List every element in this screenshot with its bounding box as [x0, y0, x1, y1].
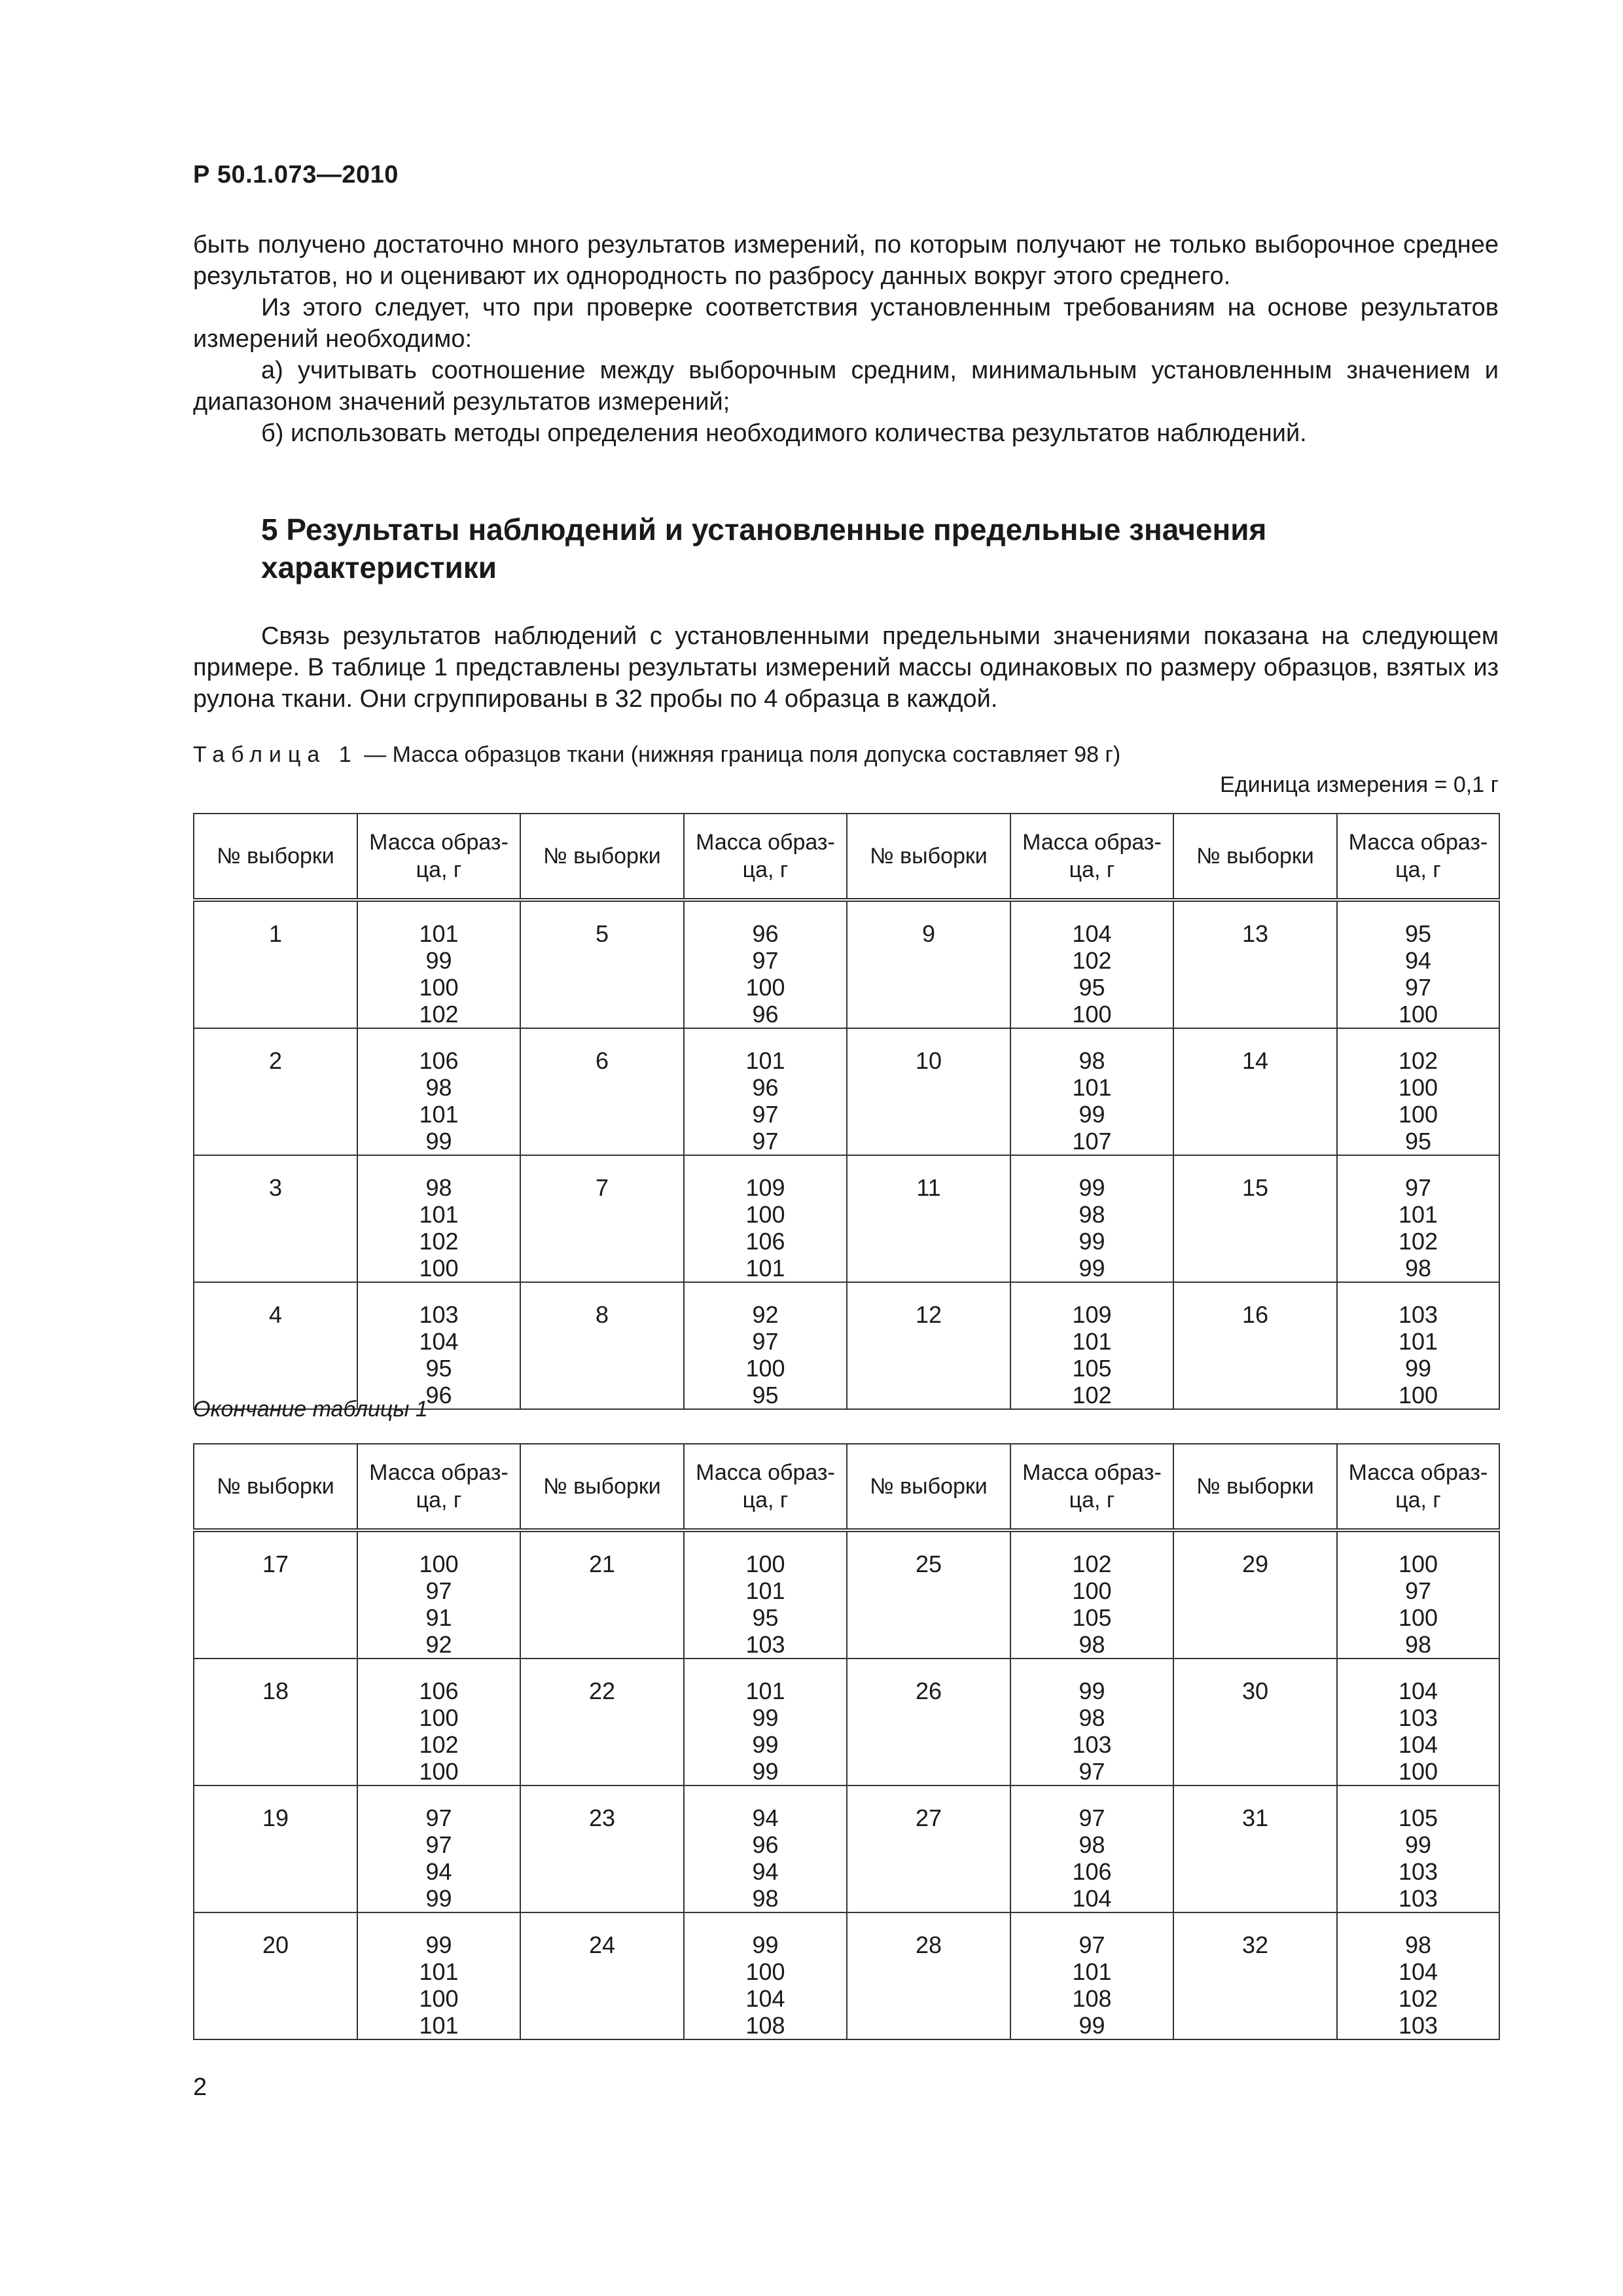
sample-number-cell: 13 — [1173, 900, 1337, 1028]
mass-value: 108 — [1072, 1985, 1112, 2012]
mass-value: 96 — [425, 1382, 452, 1408]
sample-mass-cell — [1010, 1282, 1173, 1409]
sample-number-cell: 25 — [847, 1530, 1010, 1659]
table-row — [194, 1155, 1499, 1282]
sample-number-cell: 2 — [194, 1028, 357, 1155]
table-row — [194, 1028, 1499, 1155]
mass-value: 97 — [1079, 1758, 1105, 1785]
mass-value: 105 — [1072, 1355, 1112, 1382]
sample-number-cell: 12 — [847, 1282, 1010, 1409]
mass-value: 94 — [752, 1858, 779, 1885]
sample-mass-cell — [1010, 1659, 1173, 1785]
mass-value: 95 — [425, 1355, 452, 1382]
mass-value: 102 — [1072, 947, 1112, 974]
mass-value: 102 — [1398, 1985, 1438, 2012]
sample-number-cell: 22 — [520, 1659, 684, 1785]
mass-value: 103 — [1398, 2012, 1438, 2039]
mass-value: 97 — [1079, 1804, 1105, 1831]
mass-value: 99 — [1079, 2012, 1105, 2039]
mass-value: 99 — [425, 1885, 452, 1912]
sample-mass-cell — [357, 1530, 520, 1659]
sample-number-cell: 28 — [847, 1912, 1010, 2039]
mass-value: 103 — [419, 1301, 459, 1328]
mass-value: 100 — [419, 1985, 459, 2012]
sample-number-cell: 14 — [1173, 1028, 1337, 1155]
sample-mass-cell — [684, 1530, 847, 1659]
column-header-sample-number: № выборки — [847, 1444, 1010, 1530]
mass-value: 98 — [1079, 1047, 1105, 1074]
section-5-paragraph: Связь результатов наблюдений с установленными предельными значениями показана на следующем примере. В таблице 1 представлены результаты измерений массы одинаковых по размеру образцов, взятых из рулона ткани. Они сгруппированы в 32 пробы по 4 образца в каждой. — [193, 622, 1499, 713]
mass-value: 101 — [419, 1201, 459, 1228]
mass-value: 97 — [425, 1831, 452, 1858]
page-number: 2 — [193, 2073, 207, 2101]
section-5-text — [193, 620, 1499, 715]
mass-value: 100 — [1072, 1577, 1112, 1604]
column-header-sample-number: № выборки — [194, 814, 357, 900]
mass-value: 100 — [745, 1958, 785, 1985]
mass-value: 102 — [1072, 1382, 1112, 1408]
mass-value: 99 — [1079, 1228, 1105, 1255]
sample-mass-cell — [1337, 900, 1499, 1028]
sample-number-cell: 6 — [520, 1028, 684, 1155]
sample-number-cell: 31 — [1173, 1785, 1337, 1912]
mass-value: 100 — [1398, 1551, 1438, 1577]
mass-value: 97 — [1079, 1931, 1105, 1958]
mass-value: 99 — [425, 1931, 452, 1958]
sample-mass-cell — [684, 1282, 847, 1409]
mass-value: 102 — [1398, 1047, 1438, 1074]
mass-value: 99 — [425, 947, 452, 974]
sample-mass-cell — [1010, 1028, 1173, 1155]
mass-value: 104 — [745, 1985, 785, 2012]
sample-mass-cell — [357, 1785, 520, 1912]
column-header-sample-mass: Масса образ-ца, г — [357, 1444, 520, 1530]
sample-mass-cell — [1010, 1530, 1173, 1659]
sample-mass-cell — [684, 1785, 847, 1912]
mass-value: 100 — [419, 1551, 459, 1577]
page-header-doc-code: Р 50.1.073—2010 — [193, 161, 399, 188]
sample-number-cell: 32 — [1173, 1912, 1337, 2039]
mass-value: 99 — [1404, 1355, 1432, 1382]
mass-value: 100 — [419, 1255, 459, 1282]
mass-value: 108 — [745, 2012, 785, 2039]
table-1-continuation — [193, 1443, 1500, 2040]
mass-value: 94 — [425, 1858, 452, 1885]
mass-value: 109 — [1072, 1301, 1112, 1328]
mass-value: 107 — [1072, 1128, 1112, 1155]
sample-mass-cell — [684, 1028, 847, 1155]
section-5-heading: 5 Результаты наблюдений и установленные предельные значения характеристики — [261, 512, 1267, 584]
mass-value: 97 — [1404, 974, 1432, 1001]
mass-value: 98 — [425, 1074, 452, 1101]
table-1-continuation-body — [194, 1530, 1499, 2039]
mass-value: 96 — [752, 920, 779, 947]
mass-value: 104 — [1072, 1885, 1112, 1912]
mass-value: 100 — [1398, 1382, 1438, 1408]
mass-value: 106 — [1072, 1858, 1112, 1885]
sample-number-cell: 9 — [847, 900, 1010, 1028]
mass-value: 94 — [752, 1804, 779, 1831]
mass-value: 97 — [425, 1577, 452, 1604]
sample-number-cell: 21 — [520, 1530, 684, 1659]
sample-number-cell: 17 — [194, 1530, 357, 1659]
mass-value: 100 — [1398, 1101, 1438, 1128]
mass-value: 95 — [1404, 1128, 1432, 1155]
column-header-sample-mass: Масса образ-ца, г — [357, 814, 520, 900]
sample-number-cell: 15 — [1173, 1155, 1337, 1282]
mass-value: 99 — [752, 1704, 779, 1731]
table-header-row — [194, 1444, 1499, 1530]
mass-value: 102 — [419, 1731, 459, 1758]
sample-number-cell: 29 — [1173, 1530, 1337, 1659]
mass-value: 101 — [1398, 1328, 1438, 1355]
mass-value: 100 — [745, 1551, 785, 1577]
mass-value: 95 — [1079, 974, 1105, 1001]
table-header-row — [194, 814, 1499, 900]
mass-value: 99 — [1079, 1677, 1105, 1704]
mass-value: 97 — [752, 1128, 779, 1155]
mass-value: 102 — [419, 1001, 459, 1028]
mass-value: 101 — [745, 1255, 785, 1282]
sample-mass-cell — [1337, 1785, 1499, 1912]
table-caption-text: — Масса образцов ткани (нижняя граница поля допуска составляет 98 г) — [357, 742, 1121, 767]
sample-number-cell: 19 — [194, 1785, 357, 1912]
mass-value: 98 — [1404, 1255, 1432, 1282]
mass-value: 98 — [752, 1885, 779, 1912]
mass-value: 102 — [1398, 1228, 1438, 1255]
mass-value: 101 — [1072, 1328, 1112, 1355]
mass-value: 99 — [425, 1128, 452, 1155]
mass-value: 97 — [425, 1804, 452, 1831]
mass-value: 94 — [1404, 947, 1432, 974]
sample-number-cell: 27 — [847, 1785, 1010, 1912]
mass-value: 96 — [752, 1001, 779, 1028]
mass-value: 98 — [1404, 1631, 1432, 1658]
table-row — [194, 1785, 1499, 1912]
sample-mass-cell — [1010, 1912, 1173, 2039]
table-row — [194, 900, 1499, 1028]
sample-number-cell: 4 — [194, 1282, 357, 1409]
mass-value: 98 — [1079, 1704, 1105, 1731]
mass-value: 100 — [1398, 1074, 1438, 1101]
table-row — [194, 1912, 1499, 2039]
sample-number-cell: 30 — [1173, 1659, 1337, 1785]
table-row — [194, 1282, 1499, 1409]
mass-value: 99 — [752, 1731, 779, 1758]
mass-value: 92 — [425, 1631, 452, 1658]
mass-value: 98 — [1079, 1631, 1105, 1658]
mass-value: 106 — [419, 1047, 459, 1074]
mass-value: 100 — [1398, 1604, 1438, 1631]
mass-value: 104 — [1072, 920, 1112, 947]
sample-number-cell: 24 — [520, 1912, 684, 2039]
mass-value: 97 — [752, 1101, 779, 1128]
mass-value: 101 — [419, 920, 459, 947]
mass-value: 103 — [1398, 1885, 1438, 1912]
mass-value: 103 — [1398, 1704, 1438, 1731]
mass-value: 97 — [1404, 1577, 1432, 1604]
mass-value: 101 — [419, 1101, 459, 1128]
mass-value: 103 — [1398, 1858, 1438, 1885]
mass-value: 100 — [745, 1355, 785, 1382]
mass-value: 101 — [745, 1577, 785, 1604]
sample-mass-cell — [684, 1659, 847, 1785]
sample-mass-cell — [1010, 900, 1173, 1028]
mass-value: 98 — [1404, 1931, 1432, 1958]
mass-value: 95 — [752, 1382, 779, 1408]
table-1-main — [193, 813, 1500, 1410]
mass-value: 102 — [1072, 1551, 1112, 1577]
sample-mass-cell — [357, 900, 520, 1028]
sample-mass-cell — [1337, 1155, 1499, 1282]
mass-value: 95 — [1404, 920, 1432, 947]
sample-mass-cell — [684, 1155, 847, 1282]
sample-mass-cell — [357, 1155, 520, 1282]
mass-value: 98 — [425, 1174, 452, 1201]
mass-value: 100 — [745, 974, 785, 1001]
mass-value: 99 — [1079, 1174, 1105, 1201]
column-header-sample-number: № выборки — [520, 814, 684, 900]
sample-number-cell: 20 — [194, 1912, 357, 2039]
column-header-sample-mass: Масса образ-ца, г — [1010, 814, 1173, 900]
sample-mass-cell — [684, 1912, 847, 2039]
mass-value: 92 — [752, 1301, 779, 1328]
sample-number-cell: 1 — [194, 900, 357, 1028]
mass-value: 100 — [419, 974, 459, 1001]
table-row — [194, 1530, 1499, 1659]
mass-value: 100 — [1072, 1001, 1112, 1028]
column-header-sample-mass: Масса образ-ца, г — [1337, 1444, 1499, 1530]
table-unit-note: Единица измерения = 0,1 г — [1220, 772, 1499, 797]
sample-mass-cell — [1337, 1912, 1499, 2039]
mass-value: 103 — [1072, 1731, 1112, 1758]
mass-value: 101 — [419, 1958, 459, 1985]
sample-number-cell: 23 — [520, 1785, 684, 1912]
mass-value: 100 — [1398, 1001, 1438, 1028]
mass-value: 106 — [419, 1677, 459, 1704]
mass-value: 101 — [745, 1677, 785, 1704]
sample-mass-cell — [1337, 1659, 1499, 1785]
intro-list-item-a: а) учитывать соотношение между выборочным средним, минимальным установленным значением и диапазоном значений результатов измерений; — [193, 357, 1499, 416]
intro-text — [193, 229, 1499, 449]
column-header-sample-number: № выборки — [520, 1444, 684, 1530]
mass-value: 104 — [419, 1328, 459, 1355]
sample-mass-cell — [357, 1282, 520, 1409]
mass-value: 102 — [419, 1228, 459, 1255]
mass-value: 103 — [745, 1631, 785, 1658]
mass-value: 101 — [1072, 1074, 1112, 1101]
sample-mass-cell — [1010, 1155, 1173, 1282]
mass-value: 100 — [419, 1704, 459, 1731]
mass-value: 100 — [1398, 1758, 1438, 1785]
mass-value: 101 — [1072, 1958, 1112, 1985]
column-header-sample-mass: Масса образ-ца, г — [684, 1444, 847, 1530]
mass-value: 103 — [1398, 1301, 1438, 1328]
sample-number-cell: 16 — [1173, 1282, 1337, 1409]
column-header-sample-mass: Масса образ-ца, г — [684, 814, 847, 900]
table-continuation-label: Окончание таблицы 1 — [193, 1397, 428, 1422]
table-1-body — [194, 900, 1499, 1409]
mass-value: 97 — [752, 1328, 779, 1355]
table-caption — [193, 741, 1120, 768]
mass-value: 106 — [745, 1228, 785, 1255]
mass-value: 101 — [1398, 1201, 1438, 1228]
mass-value: 105 — [1072, 1604, 1112, 1631]
sample-number-cell: 3 — [194, 1155, 357, 1282]
sample-number-cell: 10 — [847, 1028, 1010, 1155]
column-header-sample-mass: Масса образ-ца, г — [1337, 814, 1499, 900]
table-row — [194, 1659, 1499, 1785]
mass-value: 109 — [745, 1174, 785, 1201]
sample-mass-cell — [357, 1659, 520, 1785]
sample-number-cell: 7 — [520, 1155, 684, 1282]
mass-value: 95 — [752, 1604, 779, 1631]
column-header-sample-number: № выборки — [847, 814, 1010, 900]
sample-mass-cell — [357, 1028, 520, 1155]
column-header-sample-number: № выборки — [194, 1444, 357, 1530]
table-caption-label: Таблица 1 — [193, 742, 358, 767]
column-header-sample-number: № выборки — [1173, 1444, 1337, 1530]
mass-value: 99 — [1079, 1101, 1105, 1128]
sample-number-cell: 26 — [847, 1659, 1010, 1785]
intro-paragraph-1: быть получено достаточно много результатов измерений, по которым получают не только выборочное среднее результатов, но и оценивают их однородность по разбросу данных вокруг этого среднего. — [193, 231, 1499, 290]
mass-value: 105 — [1398, 1804, 1438, 1831]
mass-value: 97 — [752, 947, 779, 974]
mass-value: 98 — [1079, 1831, 1105, 1858]
column-header-sample-number: № выборки — [1173, 814, 1337, 900]
sample-number-cell: 5 — [520, 900, 684, 1028]
mass-value: 104 — [1398, 1731, 1438, 1758]
mass-value: 98 — [1079, 1201, 1105, 1228]
mass-value: 96 — [752, 1074, 779, 1101]
sample-mass-cell — [1337, 1028, 1499, 1155]
mass-value: 97 — [1404, 1174, 1432, 1201]
intro-list-item-b: б) использовать методы определения необходимого количества результатов наблюдений. — [261, 420, 1307, 447]
sample-mass-cell — [1337, 1530, 1499, 1659]
sample-number-cell: 11 — [847, 1155, 1010, 1282]
mass-value: 96 — [752, 1831, 779, 1858]
mass-value: 100 — [745, 1201, 785, 1228]
intro-paragraph-2: Из этого следует, что при проверке соответствия установленным требованиям на основе результатов измерений необходимо: — [193, 294, 1499, 353]
mass-value: 99 — [1404, 1831, 1432, 1858]
mass-value: 91 — [425, 1604, 452, 1631]
sample-number-cell: 8 — [520, 1282, 684, 1409]
mass-value: 100 — [419, 1758, 459, 1785]
mass-value: 99 — [752, 1758, 779, 1785]
mass-value: 99 — [752, 1931, 779, 1958]
column-header-sample-mass: Масса образ-ца, г — [1010, 1444, 1173, 1530]
sample-mass-cell — [1337, 1282, 1499, 1409]
sample-mass-cell — [357, 1912, 520, 2039]
sample-mass-cell — [1010, 1785, 1173, 1912]
mass-value: 99 — [1079, 1255, 1105, 1282]
mass-value: 104 — [1398, 1677, 1438, 1704]
mass-value: 101 — [419, 2012, 459, 2039]
mass-value: 104 — [1398, 1958, 1438, 1985]
sample-number-cell: 18 — [194, 1659, 357, 1785]
sample-mass-cell — [684, 900, 847, 1028]
mass-value: 101 — [745, 1047, 785, 1074]
